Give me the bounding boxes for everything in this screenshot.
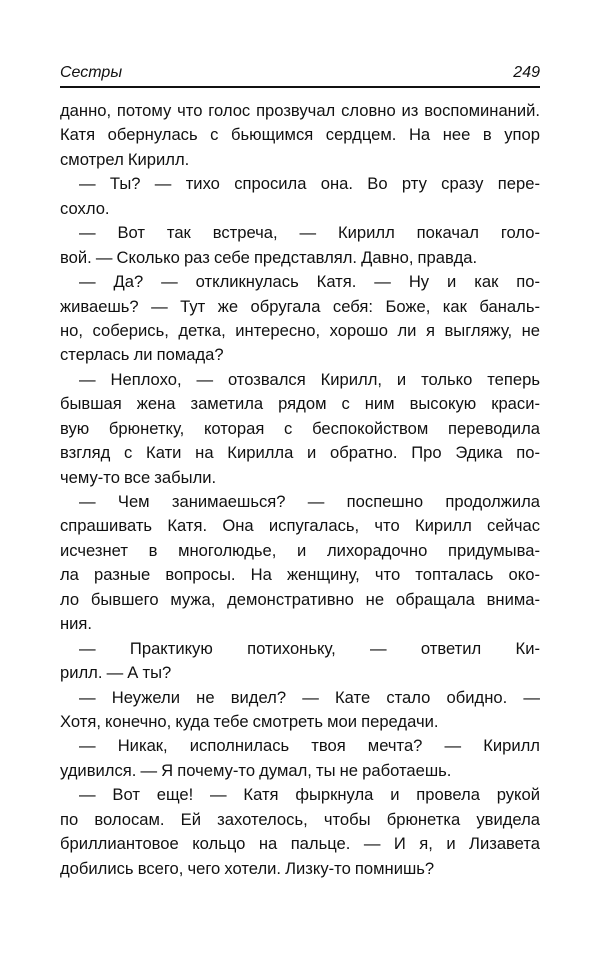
text-line: Катя обернулась с бьющимся сердцем. На нее в упор bbox=[60, 125, 540, 145]
text-line: — Неплохо, — отозвался Кирилл, и только теперь bbox=[79, 369, 540, 389]
text-line: ния. bbox=[60, 614, 93, 634]
paragraph bbox=[60, 368, 540, 490]
text-line: вую брюнетку, которая с беспокойством переводила bbox=[60, 418, 540, 438]
text-line: — Неужели не видел? — Кате стало обидно. — bbox=[79, 687, 540, 707]
text-line: удивился. — Я почему-то думал, ты не работаешь. bbox=[60, 760, 452, 780]
text-line: смотрел Кирилл. bbox=[60, 149, 190, 169]
text-line: исчезнет в многолюдье, и лихорадочно придумыва- bbox=[60, 540, 540, 560]
text-line: рилл. — А ты? bbox=[60, 663, 172, 683]
text-line: бриллиантовое кольцо на пальце. — И я, и Лизавета bbox=[60, 834, 540, 854]
running-title: Сестры bbox=[60, 64, 123, 81]
text-line: — Вот так встреча, — Кирилл покачал голо- bbox=[79, 223, 540, 243]
text-line: бывшая жена заметила рядом с ним высокую краси- bbox=[60, 394, 540, 414]
text-line: — Да? — откликнулась Катя. — Ну и как по- bbox=[79, 272, 540, 292]
text-line: стерлась ли помада? bbox=[60, 345, 224, 365]
paragraph bbox=[60, 270, 540, 368]
text-line: ла разные вопросы. На женщину, что топталась око- bbox=[60, 565, 540, 585]
text-line: вой. — Сколько раз себе представлял. Давно, правда. bbox=[60, 247, 478, 267]
paragraph bbox=[60, 490, 540, 637]
text-line: взгляд с Кати на Кирилла и обратно. Про Эдика по- bbox=[60, 443, 540, 463]
text-line: сохло. bbox=[60, 198, 110, 218]
paragraph bbox=[60, 734, 540, 783]
paragraph bbox=[60, 783, 540, 881]
text-line: данно, потому что голос прозвучал словно из воспоминаний. bbox=[60, 101, 540, 120]
text-line: — Ты? — тихо спросила она. Во рту сразу пере- bbox=[79, 174, 540, 194]
text-line: Хотя, конечно, куда тебе смотреть мои передачи. bbox=[60, 711, 439, 731]
page-number: 249 bbox=[513, 64, 540, 81]
paragraph bbox=[60, 99, 540, 172]
text-line: добились всего, чего хотели. Лизку-то помнишь? bbox=[60, 858, 435, 878]
paragraph bbox=[60, 637, 540, 686]
text-line: живаешь? — Тут же обругала себя: Боже, как баналь- bbox=[60, 296, 540, 316]
text-line: чему-то все забыли. bbox=[60, 467, 217, 487]
paragraph bbox=[60, 221, 540, 270]
body-text bbox=[60, 99, 540, 881]
text-line: — Практикую потихоньку, — ответил Ки- bbox=[79, 638, 540, 658]
text-line: — Никак, исполнилась твоя мечта? — Кирилл bbox=[79, 736, 540, 756]
text-line: по волосам. Ей захотелось, чтобы брюнетка увидела bbox=[60, 809, 540, 829]
text-line: но, соберись, детка, интересно, хорошо ли я выгляжу, не bbox=[60, 320, 540, 340]
paragraph bbox=[60, 172, 540, 221]
text-line: ло бывшего мужа, демонстративно не обращала внима- bbox=[60, 589, 540, 609]
paragraph bbox=[60, 686, 540, 735]
text-line: спрашивать Катя. Она испугалась, что Кирилл сейчас bbox=[60, 516, 540, 536]
running-header bbox=[60, 62, 540, 88]
text-line: — Вот еще! — Катя фыркнула и провела рукой bbox=[79, 785, 540, 805]
text-line: — Чем занимаешься? — поспешно продолжила bbox=[79, 492, 540, 511]
